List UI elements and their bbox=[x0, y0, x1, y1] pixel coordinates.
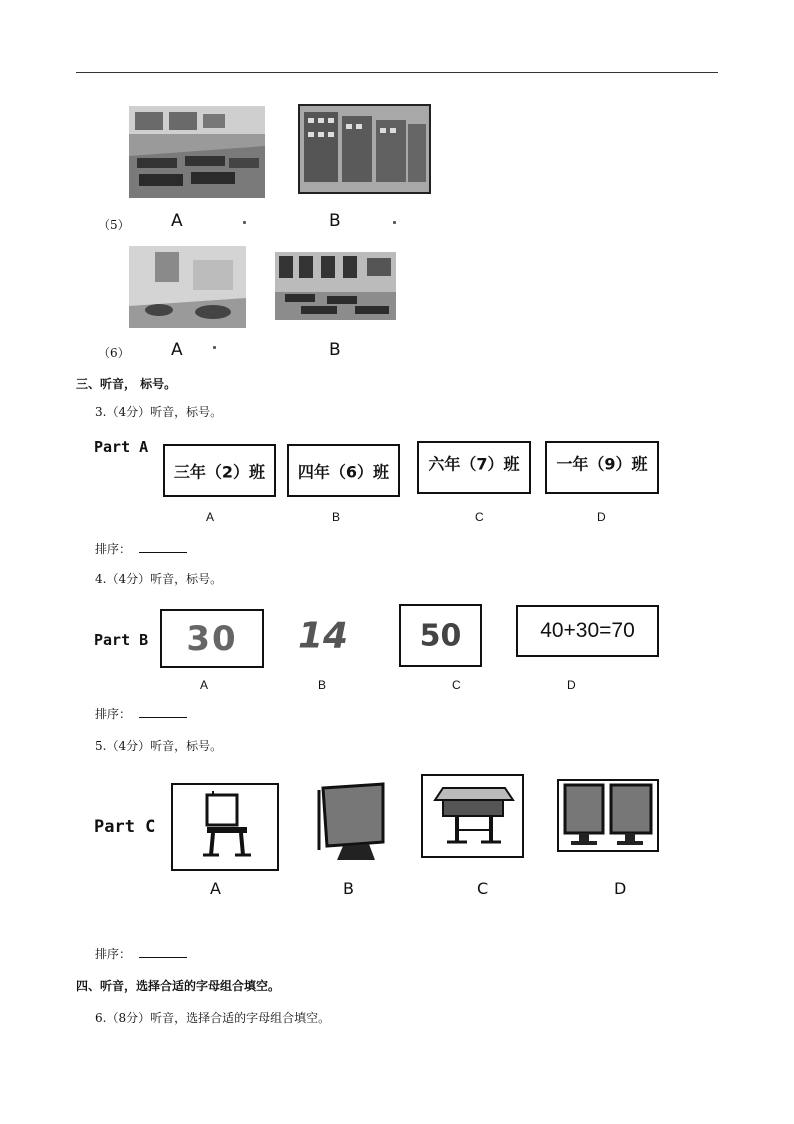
q5-option-a: A bbox=[171, 211, 183, 231]
q3-box-a-text: 三年（2）班 bbox=[173, 462, 266, 481]
computer-image-b bbox=[313, 780, 388, 865]
section4-title: 四、听音，选择合适的字母组合填空。 bbox=[76, 979, 281, 993]
q5-part-label: Part C bbox=[94, 817, 156, 837]
q5-option-b: B bbox=[329, 211, 341, 231]
q3-answer-blank[interactable] bbox=[139, 542, 187, 553]
q3-answer-label: 排序： bbox=[95, 542, 132, 556]
q4-option-c: C bbox=[452, 678, 461, 692]
q3-box-b bbox=[287, 444, 400, 497]
q6-option-a: A bbox=[171, 340, 183, 360]
q5-answer-label: 排序： bbox=[95, 947, 132, 961]
q3-part-label: Part A bbox=[94, 438, 149, 456]
q4-box-d bbox=[516, 605, 659, 657]
q6-option-b: B bbox=[329, 340, 341, 360]
q3-header: 3.（4分）听音，标号。 bbox=[95, 405, 223, 419]
q5-header: 5.（4分）听音，标号。 bbox=[95, 739, 223, 753]
q4-answer bbox=[95, 707, 187, 721]
desk-image-c bbox=[421, 774, 524, 858]
q3-option-d: D bbox=[597, 510, 606, 524]
q3-option-b: B bbox=[332, 510, 341, 524]
room-photo-6a bbox=[129, 246, 246, 328]
q4-box-a bbox=[160, 609, 264, 668]
q3-answer bbox=[95, 542, 187, 556]
q4-option-a: A bbox=[200, 678, 209, 692]
q5-label: （5） bbox=[98, 218, 130, 232]
q4-option-b: B bbox=[318, 678, 327, 692]
library-photo-5b bbox=[298, 104, 431, 194]
q4-part-label: Part B bbox=[94, 631, 149, 649]
desk-icon bbox=[423, 776, 522, 856]
q4-number-14: 14 bbox=[297, 615, 349, 657]
q5-part-option-c: C bbox=[477, 879, 489, 898]
q5-part-option-d: D bbox=[614, 879, 627, 898]
q5-part-option-b: B bbox=[343, 879, 354, 898]
q3-box-c bbox=[417, 441, 531, 494]
classroom-photo-6b bbox=[275, 252, 396, 320]
q4-header: 4.（4分）听音，标号。 bbox=[95, 572, 223, 586]
q6-header: 6.（8分）听音，选择合适的字母组合填空。 bbox=[95, 1011, 331, 1025]
q5-answer bbox=[95, 947, 187, 961]
monitor-icon bbox=[313, 780, 388, 865]
q3-option-c: C bbox=[475, 510, 484, 524]
q3-box-b-text: 四年（6）班 bbox=[297, 462, 390, 481]
q4-equation: 40+30=70 bbox=[540, 619, 635, 642]
q4-answer-label: 排序： bbox=[95, 707, 132, 721]
q3-box-d-text: 一年（9）班 bbox=[556, 454, 648, 474]
q4-option-d: D bbox=[567, 678, 576, 692]
q3-box-c-text: 六年（7）班 bbox=[428, 454, 520, 474]
q6-label: （6） bbox=[98, 346, 130, 360]
q4-number-50: 50 bbox=[419, 618, 462, 653]
chair-icon bbox=[173, 785, 277, 869]
q5-answer-blank[interactable] bbox=[139, 947, 187, 958]
computers-image-d bbox=[557, 779, 659, 852]
q4-answer-blank[interactable] bbox=[139, 707, 187, 718]
classroom-photo-5a bbox=[129, 106, 265, 198]
dot bbox=[393, 221, 396, 224]
q3-option-a: A bbox=[206, 510, 215, 524]
q3-box-d bbox=[545, 441, 659, 494]
monitors-icon bbox=[559, 781, 657, 850]
q3-box-a bbox=[163, 444, 276, 497]
dot bbox=[243, 221, 246, 224]
section3-title: 三、听音， 标号。 bbox=[76, 377, 177, 391]
q4-box-c bbox=[399, 604, 482, 667]
chair-image-a bbox=[171, 783, 279, 871]
q5-part-option-a: A bbox=[210, 879, 221, 898]
q4-number-30: 30 bbox=[186, 618, 238, 659]
header-rule bbox=[76, 72, 718, 73]
q4-image-b bbox=[290, 606, 356, 666]
dot bbox=[213, 346, 216, 349]
